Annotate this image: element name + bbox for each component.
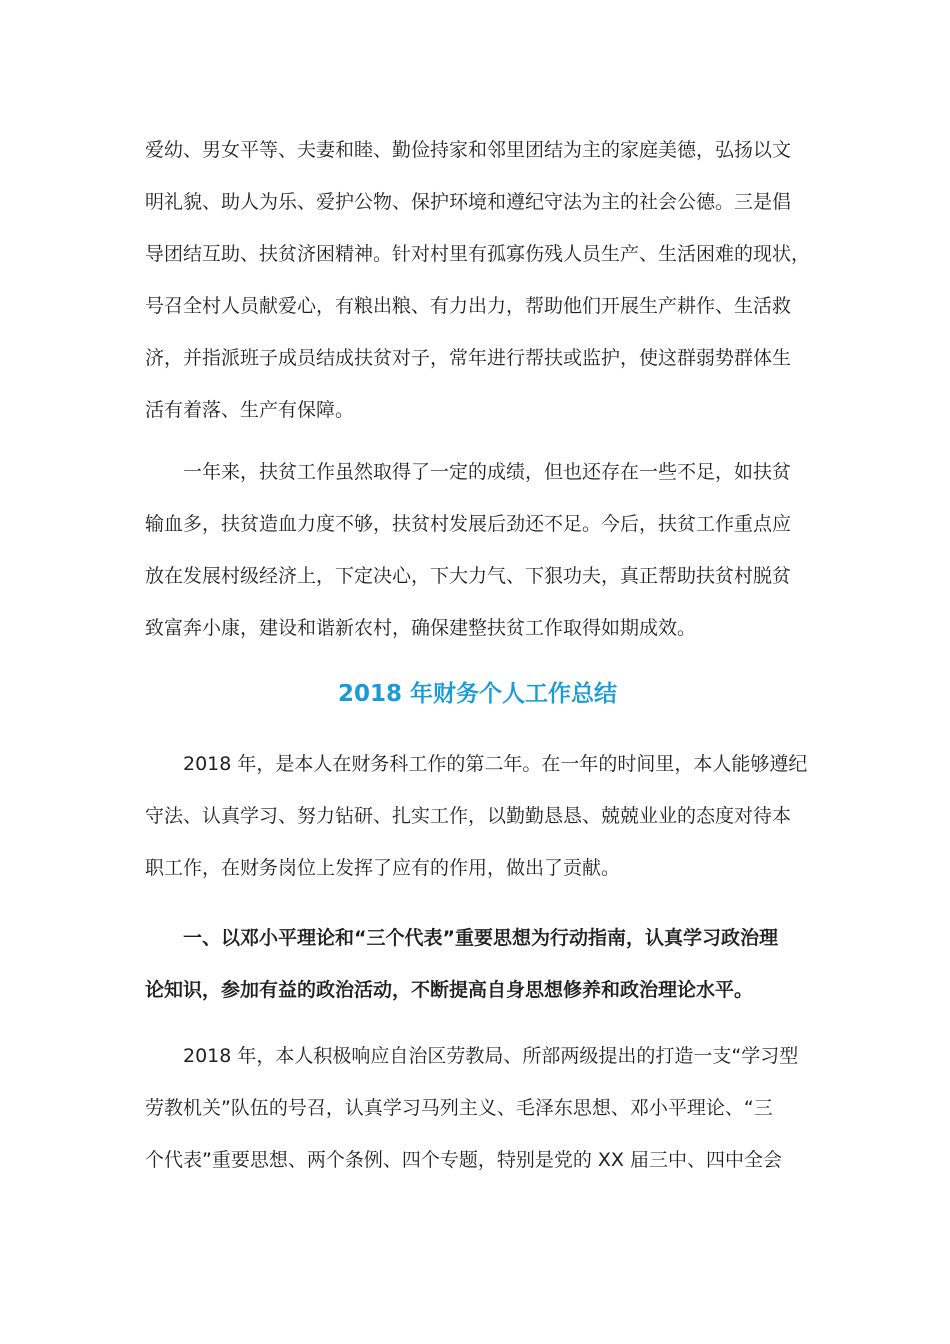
text-line: 职工作，在财务岗位上发挥了应有的作用，做出了贡献。 xyxy=(145,857,621,879)
paragraph-family-virtues xyxy=(145,124,810,436)
text-line: 输血多，扶贫造血力度不够，扶贫村发展后劲还不足。今后，扶贫工作重点应 xyxy=(145,513,792,535)
subheading-one xyxy=(145,912,810,1016)
section-title: 2018 年财务个人工作总结 xyxy=(337,681,618,707)
text-line: 个代表”重要思想、两个条例、四个专题，特别是党的 XX 届三中、四中全会 xyxy=(145,1149,782,1171)
paragraph-poverty-summary xyxy=(145,446,810,654)
text-line: 劳教机关”队伍的号召，认真学习马列主义、毛泽东思想、邓小平理论、“三 xyxy=(145,1097,773,1119)
text-line: 活有着落、生产有保障。 xyxy=(145,399,355,421)
text-line: 致富奔小康，建设和谐新农村，确保建整扶贫工作取得如期成效。 xyxy=(145,617,697,639)
paragraph-finance-intro xyxy=(145,738,810,894)
text-line: 2018 年，本人积极响应自治区劳教局、所部两级提出的打造一支“学习型 xyxy=(183,1045,799,1067)
text-line: 爱幼、男女平等、夫妻和睦、勤俭持家和邻里团结为主的家庭美德，弘扬以文 xyxy=(145,139,792,161)
text-line: 导团结互助、扶贫济困精神。针对村里有孤寡伤残人员生产、生活困难的现状， xyxy=(145,243,810,265)
text-line: 一年来，扶贫工作虽然取得了一定的成绩，但也还存在一些不足，如扶贫 xyxy=(183,461,792,483)
text-line: 济，并指派班子成员结成扶贫对子，常年进行帮扶或监护，使这群弱势群体生 xyxy=(145,347,792,369)
text-line: 守法、认真学习、努力钻研、扎实工作，以勤勤恳恳、兢兢业业的态度对待本 xyxy=(145,805,792,827)
text-line: 论知识，参加有益的政治活动，不断提高自身思想修养和政治理论水平。 xyxy=(145,979,754,1001)
text-line: 号召全村人员献爱心，有粮出粮、有力出力，帮助他们开展生产耕作、生活救 xyxy=(145,295,792,317)
text-line: 放在发展村级经济上，下定决心，下大力气、下狠功夫，真正帮助扶贫村脱贫 xyxy=(145,565,792,587)
text-line: 一、以邓小平理论和“三个代表”重要思想为行动指南，认真学习政治理 xyxy=(183,927,778,949)
text-line: 2018 年，是本人在财务科工作的第二年。在一年的时间里，本人能够遵纪 xyxy=(183,753,808,775)
text-line: 明礼貌、助人为乐、爱护公物、保护环境和遵纪守法为主的社会公德。三是倡 xyxy=(145,191,792,213)
paragraph-study xyxy=(145,1030,810,1186)
